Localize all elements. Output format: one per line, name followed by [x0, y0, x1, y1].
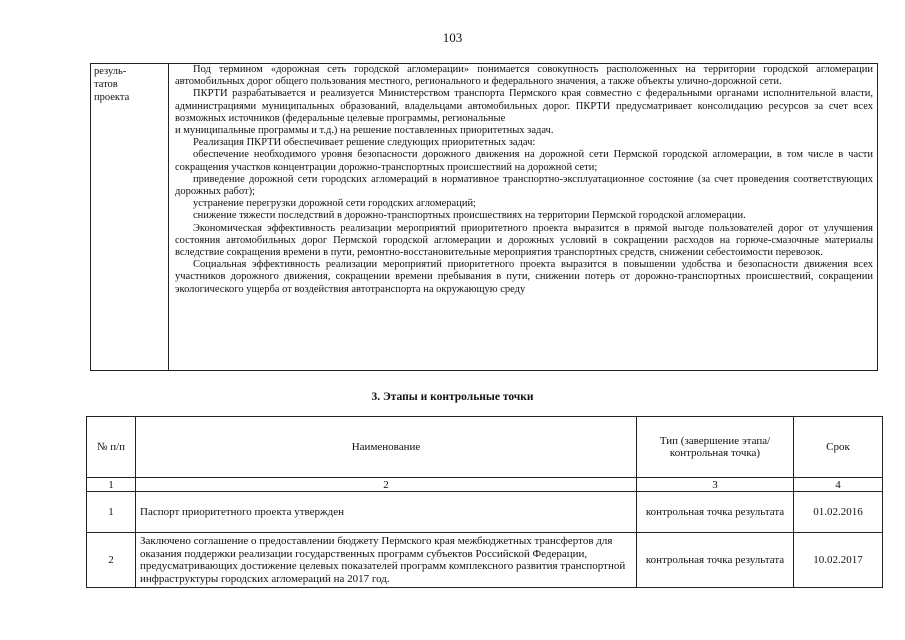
row-num: 2 — [87, 533, 136, 588]
paragraph: Экономическая эффективность реализации мероприятий приоритетного проекта выразится в прямой выгоде пользователей дорог от улучшения состояния автомобильных дорог Пермской городской агломерации и дорожных условий в сокращении расходов на горюче-смазочные материалы вследствие сокращения времени в пути, ремонтно-восстановительные мероприятия транспортных средств, снижении себестоимости перевозок. — [175, 222, 873, 259]
column-index: 4 — [794, 478, 883, 492]
column-index: 1 — [87, 478, 136, 492]
table-row — [87, 533, 883, 588]
row-label-cell — [91, 64, 169, 370]
milestones-table — [86, 416, 883, 588]
paragraph: Социальная эффективность реализации мероприятий приоритетного проекта выразится в повышении удобства и безопасности движения всех участников дорожного движения, сокращении времени пребывания в пути, снижении потерь от дорожно-транспортных происшествий, сокращении экологического ущерба от воздействия автотранспорта на окружающую среду — [175, 259, 873, 295]
paragraph: Реализация ПКРТИ обеспечивает решение следующих приоритетных задач: — [193, 137, 536, 149]
paragraph: устранение перегрузки дорожной сети городских агломераций; — [193, 198, 476, 210]
column-index: 3 — [637, 478, 794, 492]
row-name — [136, 492, 637, 533]
paragraph: и муниципальные программы и т.д.) на решение поставленных приоритетных задач. — [175, 125, 554, 137]
header-num: № п/п — [87, 417, 136, 478]
paragraph: Под термином «дорожная сеть городской агломерации» понимается совокупность расположенных на территории городской агломерации автомобильных дорог общего пользования местного, регионального и федерального значения, а также объекты улично-дорожной сети. — [175, 64, 873, 88]
header-date: Срок — [794, 417, 883, 478]
row-type: контрольная точка результата — [637, 492, 794, 533]
column-index-row — [87, 478, 883, 492]
row-label-line: татов — [94, 79, 118, 90]
header-name: Наименование — [136, 417, 637, 478]
row-date: 01.02.2016 — [794, 492, 883, 533]
paragraph: обеспечение необходимого уровня безопасности дорожного движения на дорожной сети Пермской городской агломерации, в том числе в части сокращения участков концентрации дорожно-транспортных происшествий на дорожной сети; — [175, 149, 873, 173]
page-number: 103 — [442, 30, 463, 45]
section-title: 3. Этапы и контрольные точки — [371, 391, 534, 403]
paragraph: приведение дорожной сети городских агломераций в нормативное транспортно-эксплуатационное состояние (за счет проведения соответствующих дорожных работ); — [175, 173, 873, 198]
row-type: контрольная точка результата — [637, 533, 794, 588]
row-name — [136, 533, 637, 588]
paragraph: снижение тяжести последствий в дорожно-транспортных происшествиях на территории Пермской городской агломерации. — [193, 210, 746, 222]
column-index: 2 — [136, 478, 637, 492]
row-date: 10.02.2017 — [794, 533, 883, 588]
row-name-text: Заключено соглашение о предоставлении бюджету Пермского края межбюджетных трансфертов для оказания поддержки реализации государственных программ субъектов Российской Федерации, предусматривающих достижение целевых показателей программ комплексного развития транспортной инфраструктуры городских агломераций на 2017 год. — [140, 535, 626, 585]
paragraph: ПКРТИ разрабатывается и реализуется Министерством транспорта Пермского края совместно с федеральными органами исполнительной власти, администрациями муниципальных образований, владельцами автомобильных дорог. ПКРТИ предусматривает консолидацию ресурсов за счет всех возможных источников (федеральные целевые программы, региональные — [175, 88, 873, 124]
table-row — [87, 492, 883, 533]
header-type: Тип (завершение этапа/контрольная точка) — [637, 417, 794, 478]
row-name-text: Паспорт приоритетного проекта утвержден — [140, 505, 344, 518]
row-label-line: резуль- — [94, 66, 127, 77]
table-header-row — [87, 417, 883, 478]
row-label-line: проекта — [94, 92, 130, 103]
project-results-table — [90, 63, 878, 371]
project-results-text-cell — [169, 64, 877, 370]
row-num: 1 — [87, 492, 136, 533]
